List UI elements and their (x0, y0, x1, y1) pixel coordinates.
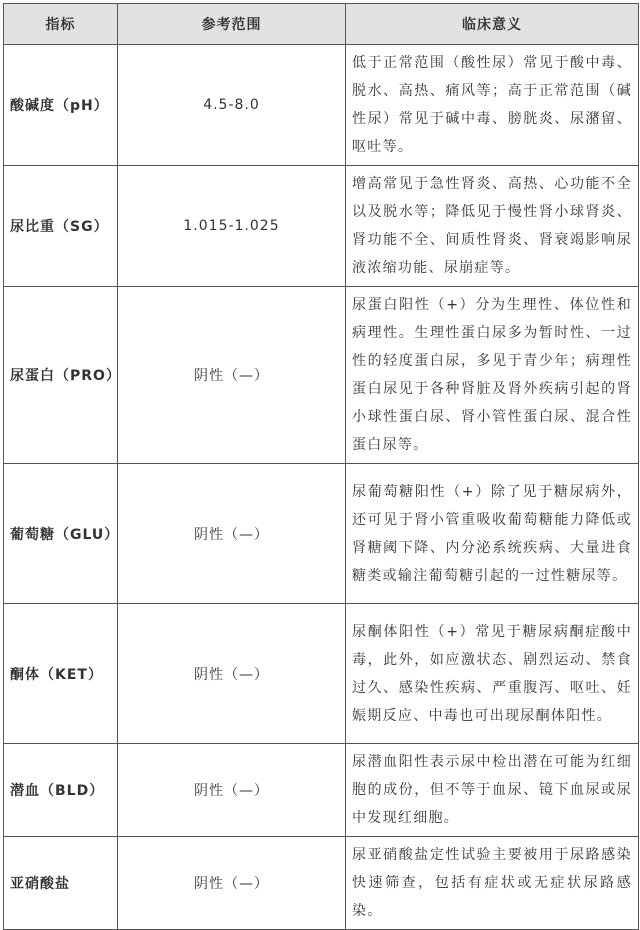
clinical-significance: 低于正常范围（酸性尿）常见于酸中毒、脱水、高热、痛风等；高于正常范围（碱性尿）常见于碱中毒、膀胱炎、尿潴留、呕吐等。 (346, 45, 639, 166)
reference-range: 阴性（—） (118, 604, 346, 744)
clinical-significance: 尿亚硝酸盐定性试验主要被用于尿路感染快速筛查，包括有症状或无症状尿路感染。 (346, 837, 639, 930)
clinical-significance: 尿葡萄糖阳性（+）除了见于糖尿病外，还可见于肾小管重吸收葡萄糖能力降低或肾糖阈下降、内分泌系统疾病、大量进食糖类或输注葡萄糖引起的一过性糖尿等。 (346, 464, 639, 604)
table-row (4, 287, 639, 464)
reference-range: 阴性（—） (118, 464, 346, 604)
indicator-name: 尿比重（SG） (4, 166, 118, 287)
reference-range: 阴性（—） (118, 744, 346, 837)
clinical-significance: 尿潜血阳性表示尿中检出潜在可能为红细胞的成份，但不等于血尿、镜下血尿或尿中发现红细胞。 (346, 744, 639, 837)
header-indicator: 指标 (4, 4, 118, 45)
table-row (4, 464, 639, 604)
indicator-name: 尿蛋白（PRO） (4, 287, 118, 464)
table-row (4, 604, 639, 744)
indicator-name: 葡萄糖（GLU） (4, 464, 118, 604)
indicator-name: 酸碱度（pH） (4, 45, 118, 166)
table-header-row (4, 4, 639, 45)
table-row (4, 166, 639, 287)
indicator-name: 潜血（BLD） (4, 744, 118, 837)
clinical-significance: 增高常见于急性肾炎、高热、心功能不全以及脱水等；降低见于慢性肾小球肾炎、肾功能不全、间质性肾炎、肾衰竭影响尿液浓缩功能、尿崩症等。 (346, 166, 639, 287)
reference-range: 阴性（—） (118, 837, 346, 930)
table-row (4, 744, 639, 837)
indicator-name: 亚硝酸盐 (4, 837, 118, 930)
clinical-significance: 尿酮体阳性（+）常见于糖尿病酮症酸中毒，此外，如应激状态、剧烈运动、禁食过久、感染性疾病、严重腹泻、呕吐、妊娠期反应、中毒也可出现尿酮体阳性。 (346, 604, 639, 744)
reference-range: 阴性（—） (118, 287, 346, 464)
header-reference-range: 参考范围 (118, 4, 346, 45)
table-row (4, 45, 639, 166)
clinical-significance: 尿蛋白阳性（+）分为生理性、体位性和病理性。生理性蛋白尿多为暂时性、一过性的轻度蛋白尿，多见于青少年；病理性蛋白尿见于各种肾脏及肾外疾病引起的肾小球性蛋白尿、肾小管性蛋白尿、混合性蛋白尿等。 (346, 287, 639, 464)
urinalysis-table (3, 3, 639, 930)
reference-range: 4.5-8.0 (118, 45, 346, 166)
reference-range: 1.015-1.025 (118, 166, 346, 287)
indicator-name: 酮体（KET） (4, 604, 118, 744)
table-row (4, 837, 639, 930)
header-clinical-significance: 临床意义 (346, 4, 639, 45)
